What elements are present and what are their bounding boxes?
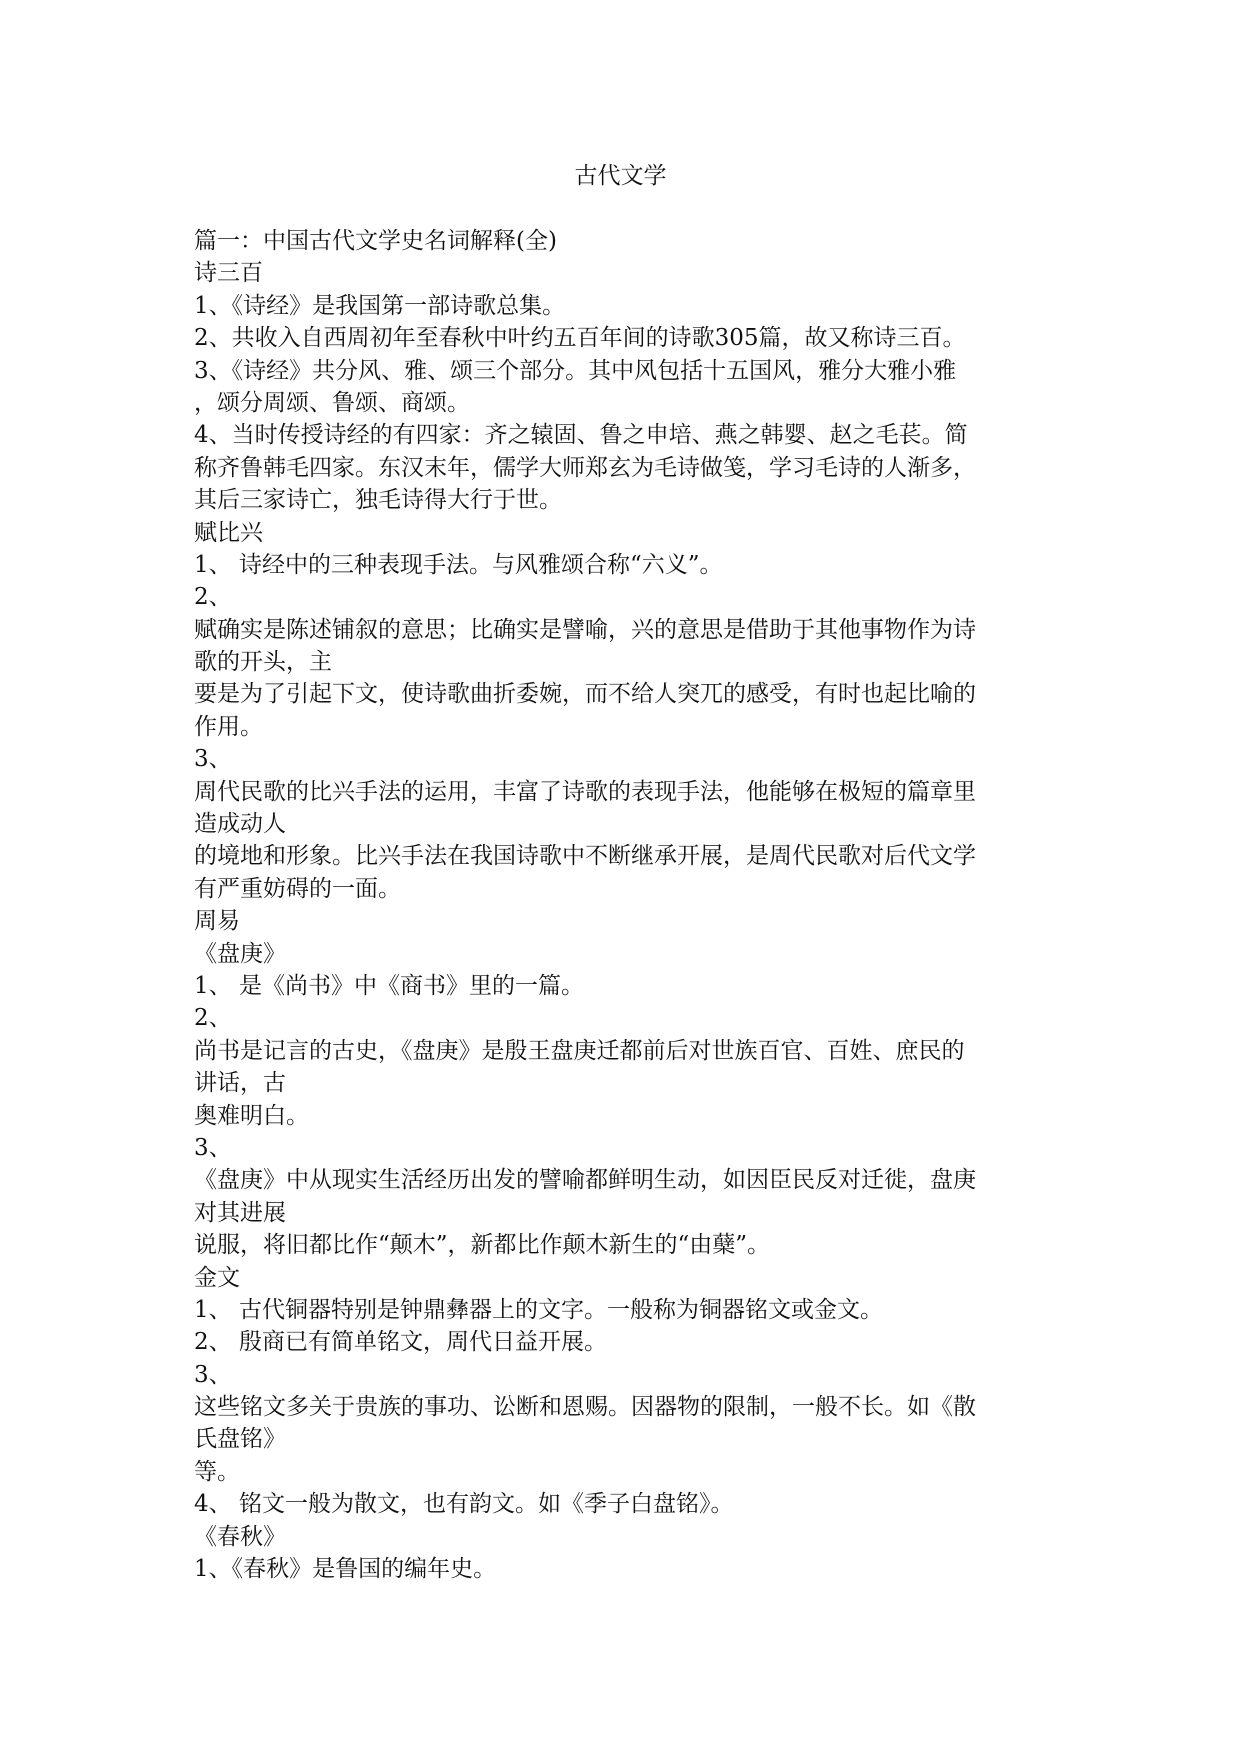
text-line: 氏盘铭》 [194,1426,286,1453]
text-line: 1、《诗经》是我国第一部诗歌总集。 [194,292,566,319]
text-line: 3、 [194,1134,232,1161]
text-line: 奥难明白。 [194,1102,309,1129]
text-line: 《春秋》 [194,1523,286,1550]
text-line: 2、 殷商已有简单铭文，周代日益开展。 [194,1329,607,1356]
text-line: 1、 诗经中的三种表现手法。与风雅颂合称“六义”。 [194,551,723,578]
text-line: 对其进展 [194,1199,286,1226]
text-line: 这些铭文多关于贵族的事功、讼断和恩赐。因器物的限制，一般不长。如《散 [194,1394,976,1421]
text-line: 3、 [194,1361,232,1388]
document-body [194,225,1054,1585]
text-line: 篇一：中国古代文学史名词解释(全) [194,228,557,254]
text-line: 作用。 [194,713,263,740]
text-line: 讲话，古 [194,1070,286,1097]
text-line: 1、 古代铜器特别是钟鼎彝器上的文字。一般称为铜器铭文或金文。 [194,1296,883,1323]
text-line: 1、 是《尚书》中《商书》里的一篇。 [194,972,584,999]
text-line: 的境地和形象。比兴手法在我国诗歌中不断继承开展，是周代民歌对后代文学 [194,843,976,870]
text-line: 金文 [194,1264,240,1291]
text-line: 称齐鲁韩毛四家。东汉末年，儒学大师郑玄为毛诗做笺，学习毛诗的人渐多， [194,454,976,481]
text-line: 4、当时传授诗经的有四家：齐之辕固、鲁之申培、燕之韩婴、赵之毛苌。简 [194,422,968,449]
text-line: 3、《诗经》共分风、雅、颂三个部分。其中风包括十五国风，雅分大雅小雅 [194,357,957,384]
text-line: 其后三家诗亡，独毛诗得大行于世。 [194,487,562,514]
text-line: 4、 铭文一般为散文，也有韵文。如《季子白盘铭》。 [194,1491,734,1518]
text-line: 2、共收入自西周初年至春秋中叶约五百年间的诗歌305篇，故又称诗三百。 [194,325,966,352]
text-line: 要是为了引起下文，使诗歌曲折委婉，而不给人突兀的感受，有时也起比喻的 [194,681,976,708]
text-line: 1、《春秋》是鲁国的编年史。 [194,1556,497,1583]
text-line: 3、 [194,746,232,773]
text-line: 赋确实是陈述铺叙的意思；比确实是譬喻，兴的意思是借助于其他事物作为诗 [194,616,976,643]
text-line: 《盘庚》中从现实生活经历出发的譬喻都鲜明生动，如因臣民反对迁徙，盘庚 [194,1167,976,1194]
text-line: 等。 [194,1458,240,1485]
text-line: 有严重妨碍的一面。 [194,875,401,902]
text-line: 2、 [194,584,232,611]
text-line: 周易 [194,908,240,935]
text-line: ，颂分周颂、鲁颂、商颂。 [194,389,470,416]
text-line: 2、 [194,1005,232,1032]
text-line: 《盘庚》 [194,940,286,967]
text-line: 尚书是记言的古史，《盘庚》是殷王盘庚迁都前后对世族百官、百姓、庶民的 [194,1037,965,1064]
text-line: 周代民歌的比兴手法的运用，丰富了诗歌的表现手法，他能够在极短的篇章里 [194,778,976,805]
text-line: 说服，将旧都比作“颠木”，新都比作颠木新生的“由蘖”。 [194,1232,771,1259]
document-title: 古代文学 [574,163,667,189]
text-line: 造成动人 [194,811,286,838]
text-line: 歌的开头，主 [194,649,332,676]
text-line: 诗三百 [194,260,263,287]
text-line: 赋比兴 [194,519,263,546]
